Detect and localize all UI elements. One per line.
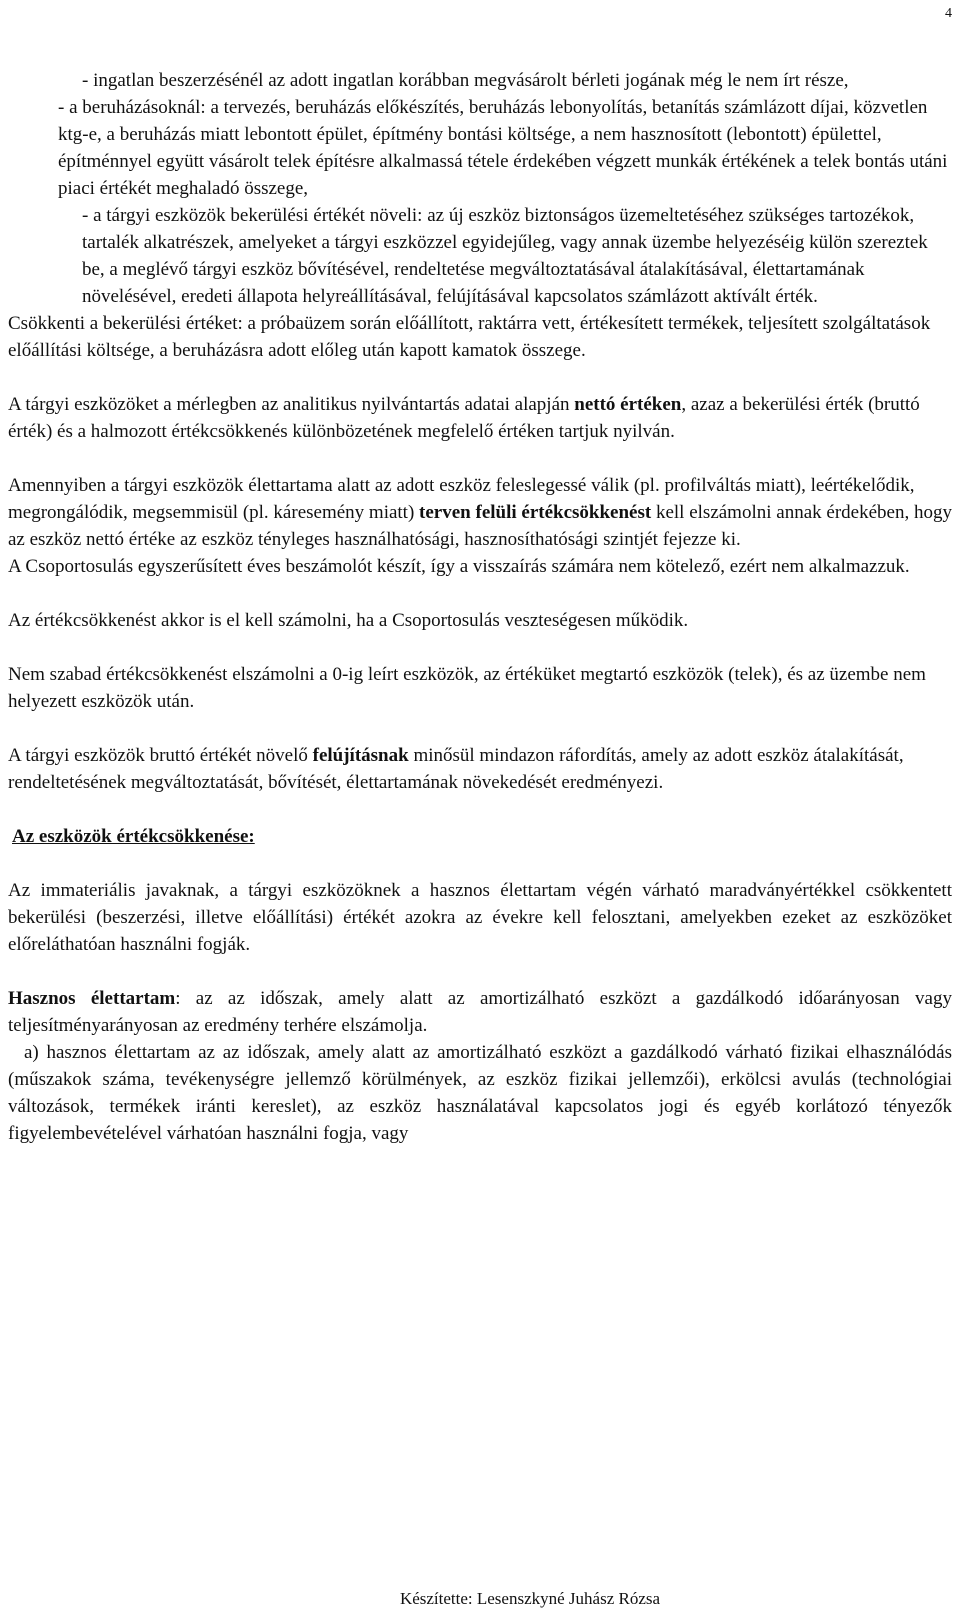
- paragraph-beruhazasok: - a beruházásoknál: a tervezés, beruházás előkészítés, beruházás lebonyolítás, betanítás számlázott díjai, közvetlen ktg-e, a beruházás miatt lebontott épület, építmény bontási költsége, a nem hasznosított (lebontott) épülettel, építménnyel együtt vásárolt telek építésre alkalmassá tétele érdekében végzett munkák értékének a telek bontás utáni piaci értékét meghaladó összege,: [58, 97, 948, 199]
- paragraph-hasznos-elettartam: [8, 985, 952, 1039]
- paragraph-terven-feluli: [8, 472, 952, 553]
- bold-term: Hasznos élettartam: [8, 988, 176, 1009]
- text-run: A tárgyi eszközöket a mérlegben az analitikus nyilvántartás adatai alapján: [8, 394, 575, 415]
- paragraph-felujitas: [8, 742, 952, 796]
- section-heading: [8, 823, 952, 850]
- paragraph-visszairas: A Csoportosulás egyszerűsített éves beszámolót készít, így a visszaírás számára nem kötelező, ezért nem alkalmazzuk.: [8, 556, 910, 577]
- paragraph-ingatlan-text: ingatlan beszerzésénél az adott ingatlan korábban megvásárolt bérleti jogának még le nem írt része,: [93, 70, 849, 91]
- footer-author: Készítette: Lesenszkyné Juhász Rózsa: [399, 1589, 661, 1608]
- paragraph-veszteseges: Az értékcsökkenést akkor is el kell számolni, ha a Csoportosulás veszteségesen működik.: [8, 610, 689, 631]
- paragraph-immaterialis: Az immateriális javaknak, a tárgyi eszközöknek a hasznos élettartam végén várható maradványértékkel csökkentett bekerülési (beszerzési, illetve előállítási) értékét azokra az évekre kell felosztani, amelyekben ezeket az eszközöket előreláthatóan használni fogják.: [8, 880, 952, 955]
- text-run: minősül mindazon ráfordítás, amely az adott eszköz átalakítását, rendeltetésének megváltoztatását, bővítését, élettartamának növekedését eredményezi.: [8, 745, 904, 793]
- paragraph-ingatlan: [8, 67, 952, 94]
- text-run: , azaz a bekerülési érték (bruttó érték) és a halmozott értékcsökkenés különbözetének megfelelő értéken tartjuk nyilván.: [8, 394, 920, 442]
- bold-term: nettó értéken: [574, 394, 682, 415]
- paragraph-targyi-novelo: - a tárgyi eszközök bekerülési értékét növeli: az új eszköz biztonságos üzemeltetéséhez szükséges tartozékok, tartalék alkatrészek, amelyeket a tárgyi eszközzel egyidejűleg, vagy annak üzembe helyezéséig külön szereztek be, a meglévő tárgyi eszköz bővítésével, rendeltetése megváltoztatásával átalakításával, élettartamának növelésével, eredeti állapota helyreállításával, felújításával kapcsolatos számlázott aktívált érték.: [82, 205, 928, 307]
- text-run: kell elszámolni annak érdekében, hogy az eszköz nettó értéke az eszköz tényleges használhatósági, hasznosíthatósági szintjét fejezze ki.: [8, 502, 952, 550]
- bold-term: felújításnak: [312, 745, 409, 766]
- paragraph-csokkenti: Csökkenti a bekerülési értéket: a próbaüzem során előállított, raktárra vett, értékesített termékek, teljesített szolgáltatások előállítási költsége, a beruházásra adott előleg után kapott kamatok összege.: [8, 313, 931, 361]
- section-heading-text: Az eszközök értékcsökkenése:: [12, 826, 255, 847]
- text-run: A tárgyi eszközök bruttó értékét növelő: [8, 745, 313, 766]
- paragraph-netto-ertek: [8, 391, 952, 445]
- paragraph-nem-szabad: Nem szabad értékcsökkenést elszámolni a 0-ig leírt eszközök, az értéküket megtartó eszközök (telek), és az üzembe nem helyezett eszközök után.: [8, 664, 926, 712]
- text-run: : az az időszak, amely alatt az amortizálható eszközt a gazdálkodó időarányosan vagy teljesítményarányosan az eredmény terhére elszámolja.: [8, 988, 952, 1036]
- text-run: Amennyiben a tárgyi eszközök élettartama alatt az adott eszköz feleslegessé válik (pl. profilváltás miatt), leértékelődik, megrongálódik, megsemmisül (pl. káresemény miatt): [8, 475, 915, 523]
- page-number: 4: [945, 6, 952, 21]
- document-body: [8, 67, 952, 1147]
- list-dash: -: [82, 70, 94, 91]
- paragraph-a-pont: a) hasznos élettartam az az időszak, amely alatt az amortizálható eszközt a gazdálkodó várható fizikai elhasználódás (műszakok száma, tevékenységre jellemző körülmények, az eszköz fizikai jellemzői), erkölcsi avulás (technológiai változások, termékek iránti kereslet), az eszköz használatával kapcsolatos jogi és egyéb korlátozó tényezők figyelembevételével várhatóan használni fogja, vagy: [8, 1042, 952, 1144]
- bold-term: terven felüli értékcsökkenést: [419, 502, 652, 523]
